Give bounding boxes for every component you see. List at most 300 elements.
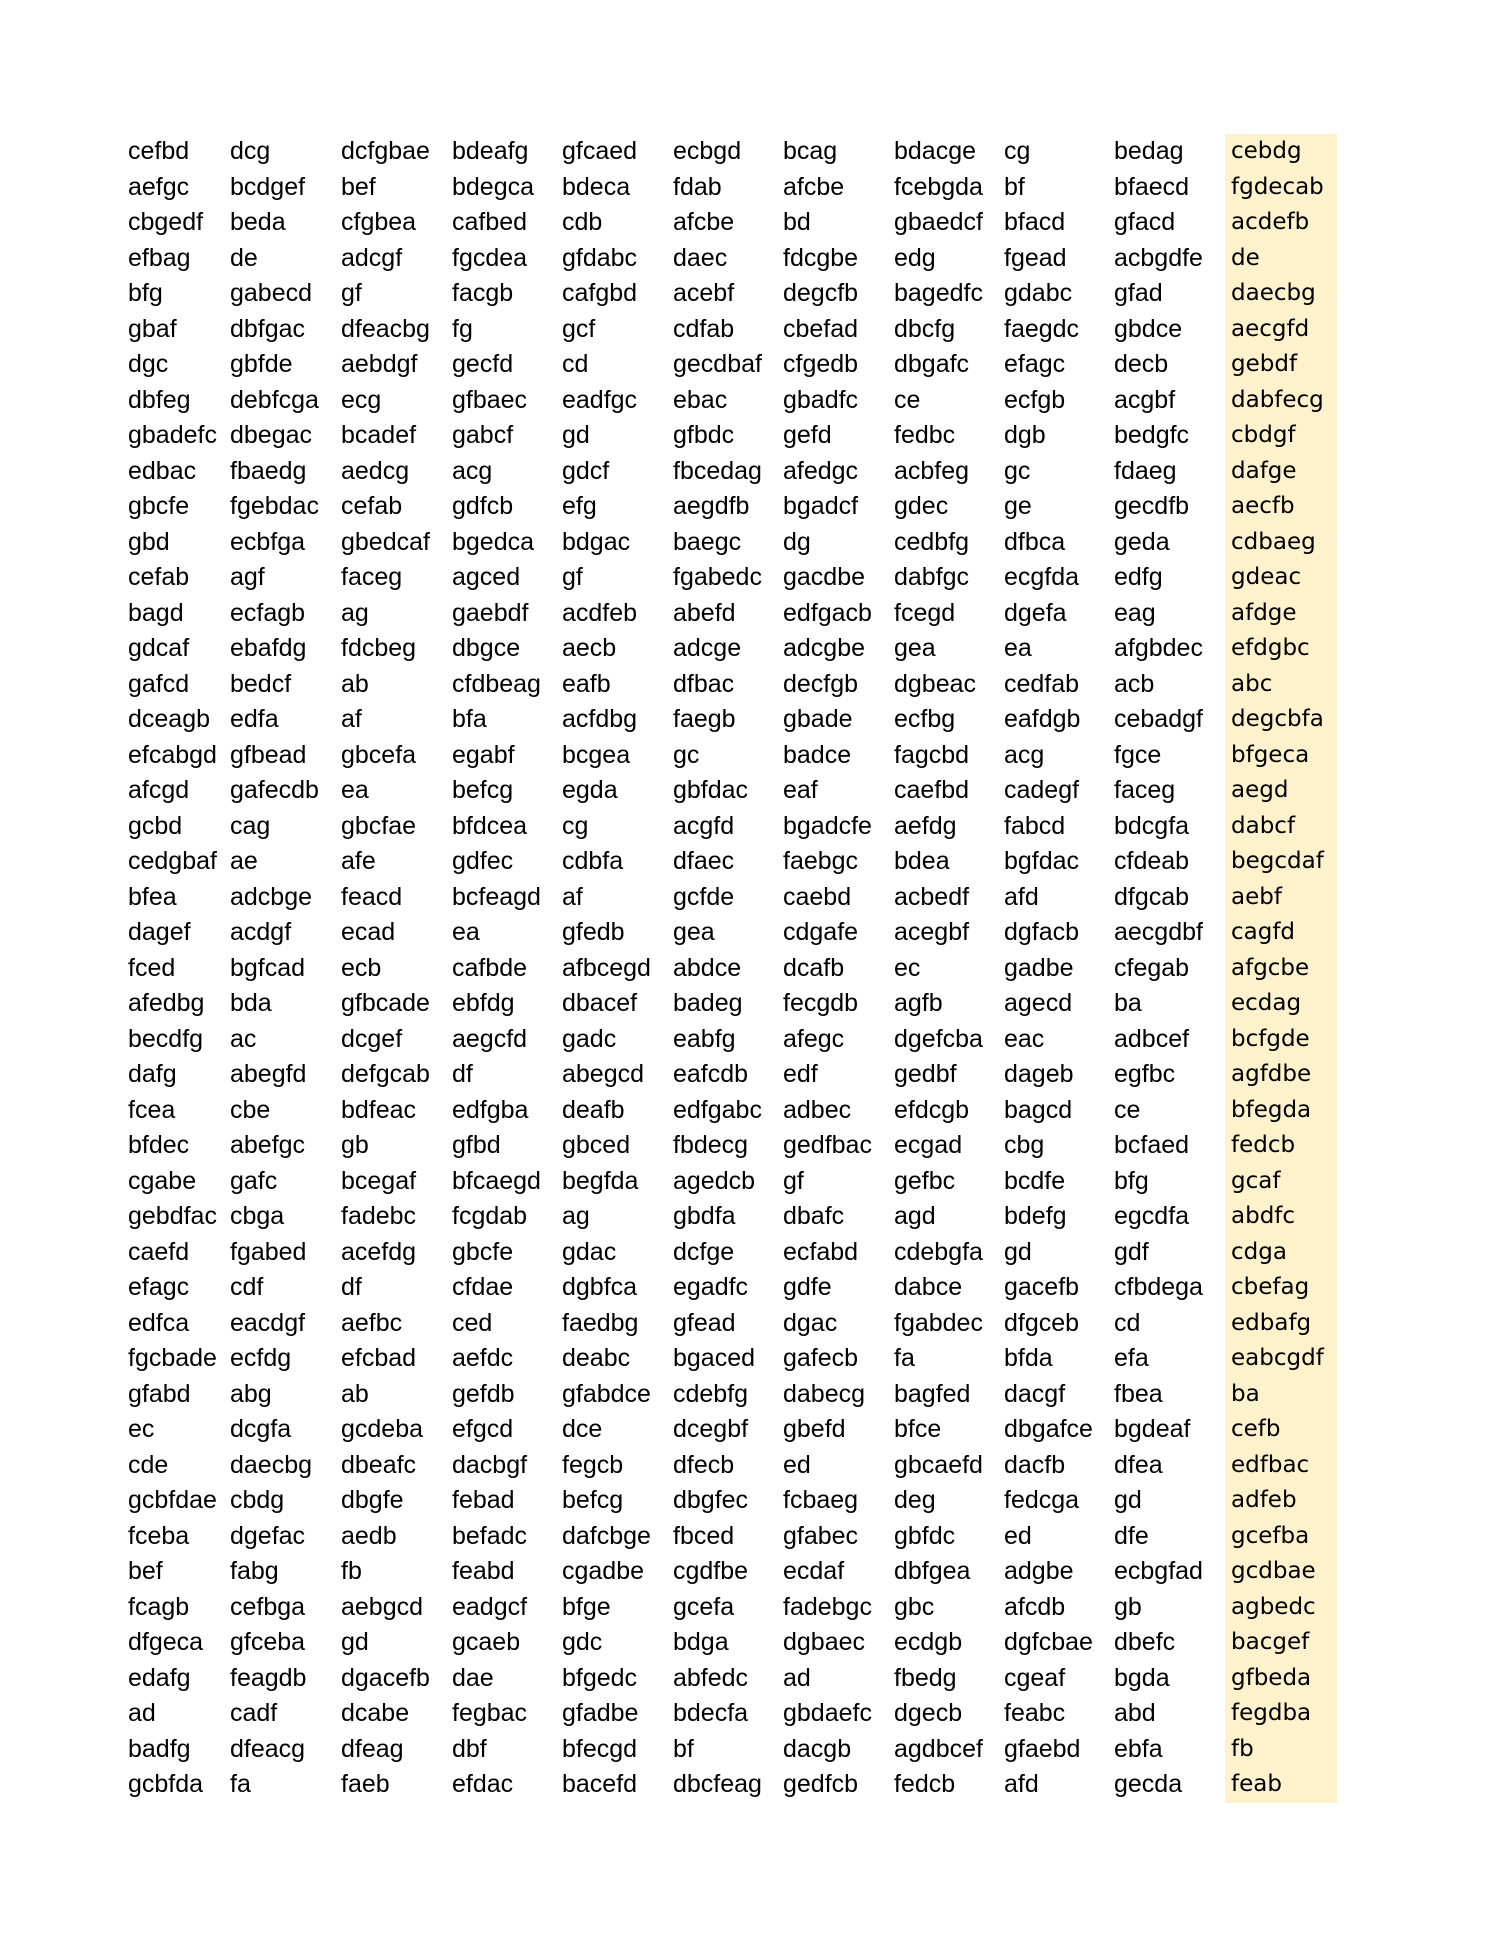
highlighted-cell: fegdba: [1225, 1696, 1337, 1732]
grid-cell: bagfed: [894, 1379, 971, 1408]
grid-cell: bfce: [894, 1415, 942, 1443]
grid-cell: acbedf: [894, 882, 970, 911]
grid-cell: gbfdac: [673, 776, 749, 804]
highlighted-cell: bcfgde: [1225, 1022, 1337, 1058]
grid-cell: bcfaed: [1114, 1131, 1190, 1159]
grid-cell: acegbf: [894, 918, 970, 946]
highlighted-cell: fgdecab: [1225, 170, 1337, 206]
grid-cell: bdefg: [1004, 1202, 1067, 1230]
grid-cell: cdebgfa: [894, 1237, 983, 1266]
grid-cell: gc: [1004, 456, 1031, 485]
grid-cell: ebfdg: [452, 989, 515, 1017]
grid-cell: gbadefc: [128, 421, 217, 449]
highlighted-cell: feab: [1225, 1767, 1337, 1803]
grid-cell: bcdfe: [1004, 1166, 1066, 1195]
grid-cell: feagdb: [230, 1663, 307, 1692]
grid-cell: badce: [783, 740, 852, 769]
grid-row: [128, 667, 1337, 703]
grid-cell: dcgef: [341, 1024, 403, 1053]
highlighted-cell: gfbeda: [1225, 1661, 1337, 1697]
grid-cell: efgcd: [452, 1415, 514, 1443]
grid-cell: dbeafc: [341, 1450, 417, 1479]
grid-cell: dcfge: [673, 1237, 735, 1266]
grid-cell: gbd: [128, 527, 170, 556]
grid-cell: dcgfa: [230, 1415, 292, 1443]
grid-cell: cbga: [230, 1202, 285, 1230]
grid-cell: eaf: [783, 776, 818, 804]
grid-cell: acefdg: [341, 1237, 417, 1266]
grid-cell: ad: [128, 1699, 156, 1727]
grid-cell: dagef: [128, 918, 191, 946]
grid-cell: dbgfec: [673, 1486, 749, 1514]
highlighted-cell: afgcbe: [1225, 951, 1337, 987]
grid-cell: dcg: [230, 137, 271, 165]
grid-cell: bfgedc: [562, 1663, 638, 1692]
grid-row: [128, 1590, 1337, 1626]
grid-cell: bfa: [452, 705, 487, 733]
grid-row: [128, 1448, 1337, 1484]
grid-cell: dfeacg: [230, 1734, 306, 1763]
grid-cell: deafb: [562, 1095, 625, 1124]
highlighted-cell: abdfc: [1225, 1199, 1337, 1235]
grid-cell: decfgb: [783, 669, 859, 698]
grid-row: [128, 596, 1337, 632]
grid-cell: bedag: [1114, 137, 1184, 165]
grid-row: [128, 915, 1337, 951]
grid-cell: fceba: [128, 1521, 190, 1550]
grid-cell: dacgb: [783, 1734, 852, 1763]
grid-cell: ecfdg: [230, 1344, 292, 1372]
grid-cell: ebfa: [1114, 1734, 1163, 1763]
grid-row: [128, 276, 1337, 312]
grid-cell: bdeca: [562, 172, 631, 201]
grid-cell: dceagb: [128, 705, 211, 733]
grid-cell: gd: [1004, 1237, 1032, 1266]
grid-cell: ecg: [341, 385, 382, 414]
grid-cell: gfedb: [562, 918, 625, 946]
grid-cell: fb: [341, 1557, 362, 1585]
grid-row: [128, 1306, 1337, 1342]
grid-cell: bf: [673, 1734, 694, 1763]
grid-cell: fbedg: [894, 1663, 957, 1692]
grid-cell: edg: [894, 243, 936, 272]
grid-cell: aedb: [341, 1521, 397, 1550]
grid-row: [128, 1732, 1337, 1768]
grid-cell: gbcfe: [128, 492, 190, 520]
grid-cell: gbc: [894, 1592, 935, 1621]
grid-cell: agced: [452, 563, 521, 591]
grid-cell: debfcga: [230, 385, 319, 414]
grid-cell: dgac: [783, 1308, 838, 1337]
grid-cell: efcabgd: [128, 740, 217, 769]
grid-cell: acdgf: [230, 918, 292, 946]
grid-row: [128, 1341, 1337, 1377]
grid-row: [128, 1199, 1337, 1235]
grid-cell: bdfeac: [341, 1095, 417, 1124]
grid-cell: ecgfda: [1004, 563, 1080, 591]
grid-cell: bgaced: [673, 1344, 756, 1372]
grid-cell: fedcb: [894, 1770, 956, 1798]
grid-row: [128, 1412, 1337, 1448]
grid-cell: faceg: [1114, 776, 1176, 804]
grid-cell: fbdecg: [673, 1131, 749, 1159]
grid-cell: cbg: [1004, 1131, 1045, 1159]
grid-cell: ebac: [673, 385, 728, 414]
grid-cell: ed: [783, 1450, 811, 1479]
grid-cell: abfedc: [673, 1663, 749, 1692]
grid-row: [128, 951, 1337, 987]
grid-cell: befadc: [452, 1521, 528, 1550]
grid-cell: cdf: [230, 1273, 264, 1301]
grid-cell: bdegca: [452, 172, 535, 201]
highlighted-cell: eabcgdf: [1225, 1341, 1337, 1377]
grid-cell: gefd: [783, 421, 832, 449]
grid-cell: adgbe: [1004, 1557, 1074, 1585]
grid-cell: gabcf: [452, 421, 514, 449]
grid-cell: fgcdea: [452, 243, 528, 272]
grid-cell: bagedfc: [894, 279, 983, 307]
grid-cell: fdab: [673, 172, 722, 201]
grid-cell: gfbaec: [452, 385, 528, 414]
grid-row: [128, 1483, 1337, 1519]
grid-cell: edfgacb: [783, 598, 872, 627]
grid-cell: fa: [230, 1770, 251, 1798]
grid-cell: aegcfd: [452, 1024, 528, 1053]
grid-cell: cfegab: [1114, 953, 1190, 982]
grid-cell: bgfcad: [230, 953, 306, 982]
grid-cell: cde: [128, 1450, 169, 1479]
grid-cell: ecfbg: [894, 705, 956, 733]
grid-cell: adcbge: [230, 882, 313, 911]
grid-cell: fcea: [128, 1095, 176, 1124]
grid-cell: edfg: [1114, 563, 1163, 591]
grid-cell: gbefd: [783, 1415, 846, 1443]
grid-cell: caefd: [128, 1237, 190, 1266]
grid-cell: acdfeb: [562, 598, 638, 627]
highlighted-cell: edfbac: [1225, 1448, 1337, 1484]
grid-cell: bda: [230, 989, 272, 1017]
grid-cell: bacefd: [562, 1770, 638, 1798]
grid-cell: becdfg: [128, 1024, 204, 1053]
grid-cell: af: [562, 882, 583, 911]
grid-cell: gedbf: [894, 1060, 957, 1088]
grid-cell: dcabe: [341, 1699, 410, 1727]
grid-cell: abefgc: [230, 1131, 306, 1159]
grid-cell: befcg: [452, 776, 514, 804]
grid-cell: eafcdb: [673, 1060, 749, 1088]
grid-cell: edfgabc: [673, 1095, 762, 1124]
grid-cell: agedcb: [673, 1166, 756, 1195]
grid-cell: cgadbe: [562, 1557, 645, 1585]
grid-row: [128, 809, 1337, 845]
grid-cell: gefdb: [452, 1379, 515, 1408]
grid-cell: agf: [230, 563, 265, 591]
grid-cell: fedcga: [1004, 1486, 1080, 1514]
grid-cell: gfbcade: [341, 989, 430, 1017]
grid-cell: decb: [1114, 350, 1169, 378]
grid-cell: gfabd: [128, 1379, 191, 1408]
grid-cell: gebdfac: [128, 1202, 217, 1230]
grid-cell: dbacef: [562, 989, 638, 1017]
grid-cell: agfb: [894, 989, 943, 1017]
grid-cell: aegdfb: [673, 492, 750, 520]
grid-cell: efdcgb: [894, 1095, 970, 1124]
letter-combination-grid: [128, 134, 1337, 1803]
grid-cell: gbade: [783, 705, 853, 733]
grid-cell: af: [341, 705, 362, 733]
grid-cell: gf: [783, 1166, 804, 1195]
grid-cell: gfaebd: [1004, 1734, 1081, 1763]
highlighted-cell: bfgeca: [1225, 738, 1337, 774]
grid-cell: afbcegd: [562, 953, 651, 982]
grid-cell: ecgad: [894, 1131, 963, 1159]
highlighted-cell: cefb: [1225, 1412, 1337, 1448]
grid-cell: faegb: [673, 705, 736, 733]
grid-cell: fegcb: [562, 1450, 624, 1479]
grid-cell: gefbc: [894, 1166, 956, 1195]
grid-cell: bfacd: [1004, 208, 1066, 236]
grid-cell: fdaeg: [1114, 456, 1177, 485]
grid-cell: cafgbd: [562, 279, 638, 307]
grid-row: [128, 489, 1337, 525]
grid-cell: fcebgda: [894, 172, 983, 201]
grid-cell: aefdg: [894, 811, 957, 840]
grid-cell: egda: [562, 776, 618, 804]
grid-cell: aebgcd: [341, 1592, 424, 1621]
grid-cell: afd: [1004, 1770, 1039, 1798]
grid-row: [128, 1554, 1337, 1590]
grid-cell: gafcd: [128, 669, 190, 698]
grid-cell: gc: [673, 740, 700, 769]
grid-cell: gcaeb: [452, 1628, 521, 1656]
grid-cell: gedfbac: [783, 1131, 872, 1159]
grid-cell: febad: [452, 1486, 515, 1514]
grid-cell: gcf: [562, 314, 596, 343]
grid-cell: gfdabc: [562, 243, 638, 272]
grid-cell: gbcfae: [341, 811, 417, 840]
grid-cell: cbgedf: [128, 208, 204, 236]
highlighted-cell: degcbfa: [1225, 702, 1337, 738]
grid-row: [128, 347, 1337, 383]
grid-row: [128, 1128, 1337, 1164]
grid-cell: aedcg: [341, 456, 410, 485]
grid-cell: dgfacb: [1004, 918, 1080, 946]
grid-row: [128, 1696, 1337, 1732]
grid-row: [128, 383, 1337, 419]
highlighted-cell: gebdf: [1225, 347, 1337, 383]
grid-cell: cadegf: [1004, 776, 1080, 804]
grid-cell: cedbfg: [894, 527, 970, 556]
grid-cell: gf: [562, 563, 583, 591]
grid-cell: fabcd: [1004, 811, 1066, 840]
highlighted-cell: efdgbc: [1225, 631, 1337, 667]
grid-cell: adbcef: [1114, 1024, 1190, 1053]
grid-cell: fgabed: [230, 1237, 307, 1266]
grid-cell: gabecd: [230, 279, 313, 307]
grid-cell: cgabe: [128, 1166, 197, 1195]
grid-cell: badfg: [128, 1734, 191, 1763]
highlighted-cell: ba: [1225, 1377, 1337, 1413]
grid-cell: ecbgd: [673, 137, 742, 165]
grid-cell: eadfgc: [562, 385, 638, 414]
grid-cell: gdc: [562, 1628, 603, 1656]
grid-cell: efagc: [128, 1273, 190, 1301]
grid-cell: ec: [128, 1415, 155, 1443]
grid-cell: gbdaefc: [783, 1699, 872, 1727]
grid-cell: gecda: [1114, 1770, 1183, 1798]
grid-cell: beda: [230, 208, 286, 236]
grid-cell: ad: [783, 1663, 811, 1692]
grid-row: [128, 1235, 1337, 1271]
grid-cell: ce: [894, 385, 921, 414]
grid-cell: cadf: [230, 1699, 278, 1727]
grid-cell: fdcbeg: [341, 634, 417, 662]
grid-cell: aefgc: [128, 172, 190, 201]
grid-cell: ea: [452, 918, 480, 946]
highlighted-cell: begcdaf: [1225, 844, 1337, 880]
grid-cell: faeb: [341, 1770, 390, 1798]
grid-cell: dcafb: [783, 953, 845, 982]
grid-cell: afcbe: [673, 208, 735, 236]
grid-cell: dfgceb: [1004, 1308, 1080, 1337]
grid-cell: aefbc: [341, 1308, 403, 1337]
grid-cell: fadebgc: [783, 1592, 872, 1621]
grid-cell: gaebdf: [452, 598, 529, 627]
grid-row: [128, 560, 1337, 596]
grid-row: [128, 1093, 1337, 1129]
grid-cell: cfdeab: [1114, 847, 1190, 875]
grid-cell: cafbde: [452, 953, 528, 982]
grid-cell: gdcaf: [128, 634, 190, 662]
grid-cell: gea: [673, 918, 715, 946]
grid-row: [128, 1661, 1337, 1697]
grid-cell: ecfabd: [783, 1237, 859, 1266]
grid-cell: cefab: [341, 492, 403, 520]
grid-cell: edf: [783, 1060, 818, 1088]
grid-cell: cbdg: [230, 1486, 285, 1514]
grid-cell: adbec: [783, 1095, 852, 1124]
grid-cell: ab: [341, 669, 369, 698]
grid-cell: bcag: [783, 137, 838, 165]
grid-cell: acebf: [673, 279, 735, 307]
grid-cell: egadfc: [673, 1273, 749, 1301]
grid-cell: fbaedg: [230, 456, 307, 485]
grid-cell: bgadcf: [783, 492, 859, 520]
grid-cell: dg: [783, 527, 811, 556]
grid-cell: edfa: [230, 705, 279, 733]
grid-cell: egfbc: [1114, 1060, 1176, 1088]
grid-cell: faceg: [341, 563, 403, 591]
grid-cell: bfea: [128, 882, 177, 911]
grid-cell: fbcedag: [673, 456, 762, 485]
grid-cell: ecfagb: [230, 598, 306, 627]
grid-cell: ea: [341, 776, 369, 804]
grid-cell: egcdfa: [1114, 1202, 1190, 1230]
highlighted-cell: dabcf: [1225, 809, 1337, 845]
grid-row: [128, 312, 1337, 348]
grid-cell: dgefcba: [894, 1024, 983, 1053]
grid-cell: dgbeac: [894, 669, 977, 698]
grid-cell: acb: [1114, 669, 1155, 698]
highlighted-cell: fedcb: [1225, 1128, 1337, 1164]
grid-cell: edfca: [128, 1308, 190, 1337]
grid-cell: fedbc: [894, 421, 956, 449]
grid-cell: dce: [562, 1415, 603, 1443]
grid-cell: abd: [1114, 1699, 1156, 1727]
grid-cell: begfda: [562, 1166, 639, 1195]
grid-cell: efg: [562, 492, 597, 520]
grid-cell: gdf: [1114, 1237, 1149, 1266]
grid-cell: afedbg: [128, 989, 205, 1017]
grid-cell: eacdgf: [230, 1308, 306, 1337]
highlighted-cell: gcdbae: [1225, 1554, 1337, 1590]
grid-cell: adcge: [673, 634, 742, 662]
grid-cell: gbcaefd: [894, 1450, 983, 1479]
grid-cell: dgecb: [894, 1699, 963, 1727]
grid-cell: dbgce: [452, 634, 521, 662]
grid-cell: fa: [894, 1344, 915, 1372]
grid-cell: eac: [1004, 1024, 1045, 1053]
grid-cell: ab: [341, 1379, 369, 1408]
grid-cell: dfgeca: [128, 1628, 204, 1656]
highlighted-cell: edbafg: [1225, 1306, 1337, 1342]
grid-cell: ecbgfad: [1114, 1557, 1203, 1585]
grid-cell: feacd: [341, 882, 403, 911]
grid-cell: bdeafg: [452, 137, 529, 165]
grid-cell: edfgba: [452, 1095, 529, 1124]
grid-cell: gecdbaf: [673, 350, 762, 378]
grid-cell: dbf: [452, 1734, 487, 1763]
grid-cell: ecfgb: [1004, 385, 1066, 414]
grid-cell: cdebfg: [673, 1379, 749, 1408]
grid-cell: ced: [452, 1308, 493, 1337]
grid-cell: gbedcaf: [341, 527, 430, 556]
highlighted-cell: cebdg: [1225, 134, 1337, 170]
grid-row: [128, 773, 1337, 809]
grid-cell: fecgdb: [783, 989, 859, 1017]
grid-cell: cfdbeag: [452, 669, 541, 698]
highlighted-cell: abc: [1225, 667, 1337, 703]
grid-cell: cag: [230, 811, 271, 840]
grid-cell: gcfde: [673, 882, 735, 911]
grid-cell: fgebdac: [230, 492, 319, 520]
grid-cell: ecdgb: [894, 1628, 963, 1656]
grid-cell: efcbad: [341, 1344, 417, 1372]
grid-cell: gafecb: [783, 1344, 859, 1372]
grid-cell: dfea: [1114, 1450, 1163, 1479]
grid-cell: cd: [562, 350, 589, 378]
grid-cell: feabc: [1004, 1699, 1066, 1727]
grid-cell: gecdfb: [1114, 492, 1190, 520]
grid-cell: adcgbe: [783, 634, 866, 662]
grid-cell: bedgfc: [1114, 421, 1190, 449]
grid-cell: facgb: [452, 279, 514, 307]
highlighted-cell: cagfd: [1225, 915, 1337, 951]
grid-cell: dae: [452, 1663, 494, 1692]
grid-row: [128, 1625, 1337, 1661]
grid-cell: faebgc: [783, 847, 859, 875]
grid-row: [128, 454, 1337, 490]
grid-cell: dafcbge: [562, 1521, 651, 1550]
grid-cell: gfacd: [1114, 208, 1176, 236]
grid-cell: dgbaec: [783, 1628, 866, 1656]
grid-cell: ce: [1114, 1095, 1141, 1124]
grid-cell: gafecdb: [230, 776, 319, 804]
grid-cell: bf: [1004, 172, 1025, 201]
grid-cell: eabfg: [673, 1024, 736, 1053]
grid-cell: gfbdc: [673, 421, 735, 449]
grid-cell: ec: [894, 953, 921, 982]
